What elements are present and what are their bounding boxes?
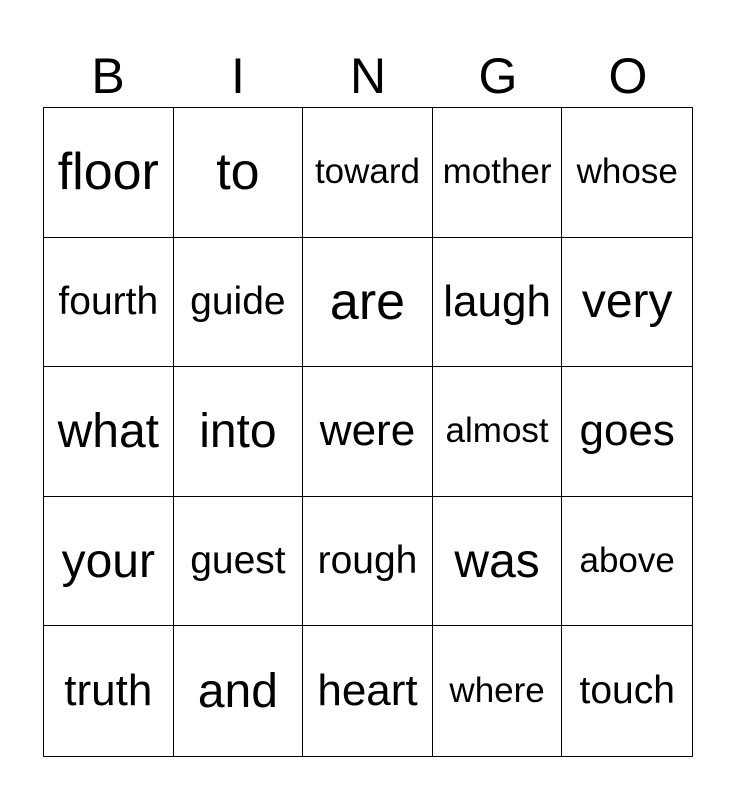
bingo-cell[interactable]: guide [174, 238, 304, 368]
bingo-cell[interactable]: are [303, 238, 433, 368]
bingo-cell[interactable]: very [562, 238, 692, 368]
header-letter-b: B [91, 48, 125, 104]
bingo-cell[interactable]: guest [174, 497, 304, 627]
bingo-cell[interactable]: above [562, 497, 692, 627]
bingo-cell[interactable]: was [433, 497, 563, 627]
bingo-cell[interactable]: touch [579, 669, 675, 713]
bingo-cell[interactable]: toward [303, 108, 433, 238]
bingo-cell[interactable]: were [303, 367, 433, 497]
bingo-card [43, 107, 693, 757]
bingo-cell[interactable]: fourth [44, 238, 174, 368]
bingo-cell[interactable]: heart [303, 626, 433, 756]
header-letter-i: I [231, 48, 245, 104]
bingo-cell[interactable]: and [174, 626, 304, 756]
bingo-cell[interactable]: almost [433, 367, 563, 497]
bingo-cell[interactable]: into [174, 367, 304, 497]
bingo-cell[interactable]: whose [562, 108, 692, 238]
bingo-cell[interactable]: truth [44, 626, 174, 756]
bingo-cell[interactable]: mother [433, 108, 563, 238]
header-letter-n: N [349, 48, 387, 104]
bingo-cell[interactable]: goes [562, 367, 692, 497]
bingo-header [43, 44, 693, 108]
bingo-cell[interactable]: where [433, 626, 563, 756]
header-letter-o: O [608, 48, 648, 104]
bingo-cell[interactable]: laugh [433, 238, 563, 368]
bingo-cell[interactable]: what [44, 367, 174, 497]
header-letter-g: G [478, 48, 518, 104]
bingo-cell[interactable]: floor [44, 108, 174, 238]
bingo-cell[interactable]: your [44, 497, 174, 627]
bingo-cell[interactable]: to [174, 108, 304, 238]
bingo-cell[interactable]: rough [303, 497, 433, 627]
